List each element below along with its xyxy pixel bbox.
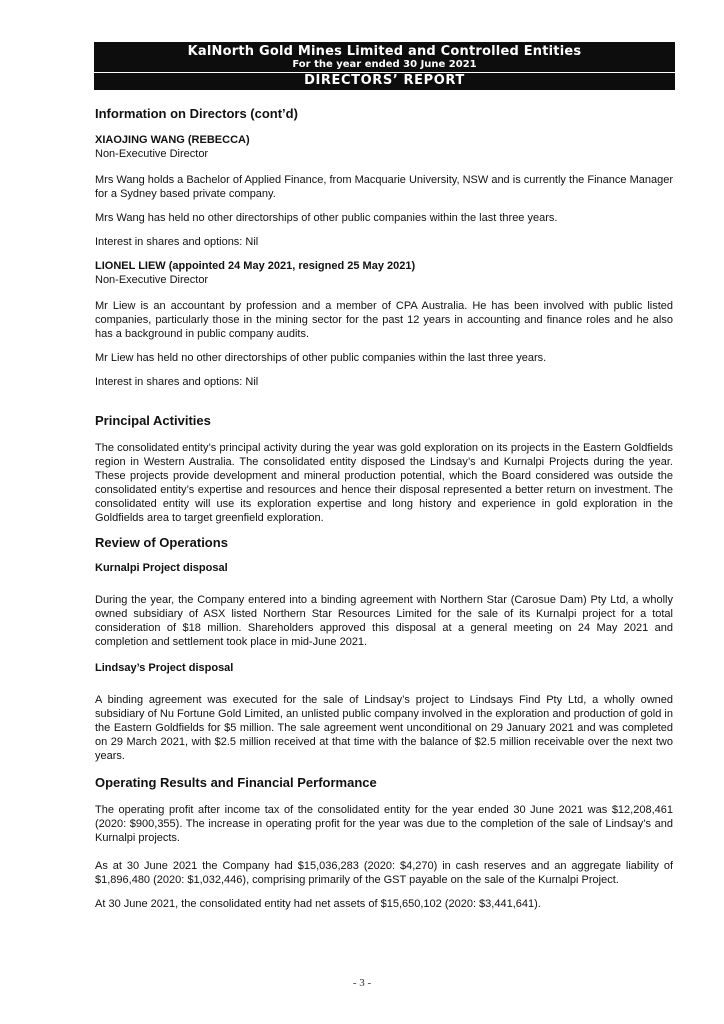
report-header-banner xyxy=(94,42,675,90)
director-wang-role: Non-Executive Director xyxy=(95,148,209,160)
director-wang-interests: Interest in shares and options: Nil xyxy=(95,236,259,248)
review-of-operations-heading: Review of Operations xyxy=(95,535,228,550)
lindsay-text: A binding agreement was executed for the sale of Lindsay’s project to Lindsays Find Pty Ltd, a wholly owned subsidiary of Nu Fortune Gold Limited, an unlisted public company involved in the exploration and production of gold in the Eastern Goldfields for $5 million. The sale agreement went unconditional on 29 January 2021 and was completed on 29 March 2021, with $2.5 million received at that time with the balance of $2.5 million receivable over the next two years. xyxy=(95,694,673,762)
director-wang-name: XIAOJING WANG (REBECCA) xyxy=(95,134,250,146)
operating-results-p3: At 30 June 2021, the consolidated entity had net assets of $15,650,102 (2020: $3,441,641). xyxy=(95,898,541,910)
kurnalpi-subheading: Kurnalpi Project disposal xyxy=(95,562,228,574)
director-wang-bio: Mrs Wang holds a Bachelor of Applied Finance, from Macquarie University, NSW and is currently the Finance Manager for a Sydney based private company. xyxy=(95,174,673,200)
operating-results-p2: As at 30 June 2021 the Company had $15,036,283 (2020: $4,270) in cash reserves and an aggregate liability of $1,896,480 (2020: $1,032,446), comprising primarily of the GST payable on the sale of the Kurnalpi Project. xyxy=(95,860,673,886)
director-liew-directorships: Mr Liew has held no other directorships of other public companies within the last three years. xyxy=(95,352,547,364)
company-name: KalNorth Gold Mines Limited and Controlled Entities xyxy=(187,44,582,59)
report-period: For the year ended 30 June 2021 xyxy=(292,59,477,70)
report-title: DIRECTORS’ REPORT xyxy=(304,73,465,88)
principal-activities-text: The consolidated entity’s principal activity during the year was gold exploration on its projects in the Eastern Goldfields region in Western Australia. The consolidated entity disposed the Lindsay’s and Kurnalpi Projects during the year. These projects provide development and mineral production potential, which the Board considered was outside the consolidated entity’s expertise and resources and hence their disposal represented a better return on investment. The consolidated entity will use its exploration expertise and long history and experience in gold exploration in the Goldfields area to target greenfield exploration. xyxy=(95,442,673,524)
report-body xyxy=(95,106,673,911)
page-number: - 3 - xyxy=(352,977,372,989)
lindsay-subheading: Lindsay’s Project disposal xyxy=(95,662,234,674)
director-liew-role: Non-Executive Director xyxy=(95,274,209,286)
director-liew-interests: Interest in shares and options: Nil xyxy=(95,376,259,388)
directors-heading: Information on Directors (cont’d) xyxy=(95,106,298,121)
director-wang-directorships: Mrs Wang has held no other directorships of other public companies within the last three years. xyxy=(95,212,558,224)
operating-results-p1: The operating profit after income tax of the consolidated entity for the year ended 30 June 2021 was $12,208,461 (2020: $900,355). The increase in operating profit for the year was due to the completion of the sale of Lindsay’s and Kurnalpi projects. xyxy=(95,804,673,844)
kurnalpi-text: During the year, the Company entered into a binding agreement with Northern Star (Carosue Dam) Pty Ltd, a wholly owned subsidiary of ASX listed Northern Star Resources Limited for the sale of its Kurnalpi project for a total consideration of $18 million. Shareholders approved this disposal at a general meeting on 24 May 2021 and completion and settlement took place in mid-June 2021. xyxy=(95,594,673,648)
principal-activities-heading: Principal Activities xyxy=(95,413,211,428)
director-liew-name: LIONEL LIEW (appointed 24 May 2021, resigned 25 May 2021) xyxy=(95,260,416,272)
director-liew-bio: Mr Liew is an accountant by profession and a member of CPA Australia. He has been involved with public listed companies, particularly those in the mining sector for the past 12 years in accounting and finance roles and he also has a background in public company audits. xyxy=(95,300,673,340)
operating-results-heading: Operating Results and Financial Performance xyxy=(95,775,377,790)
